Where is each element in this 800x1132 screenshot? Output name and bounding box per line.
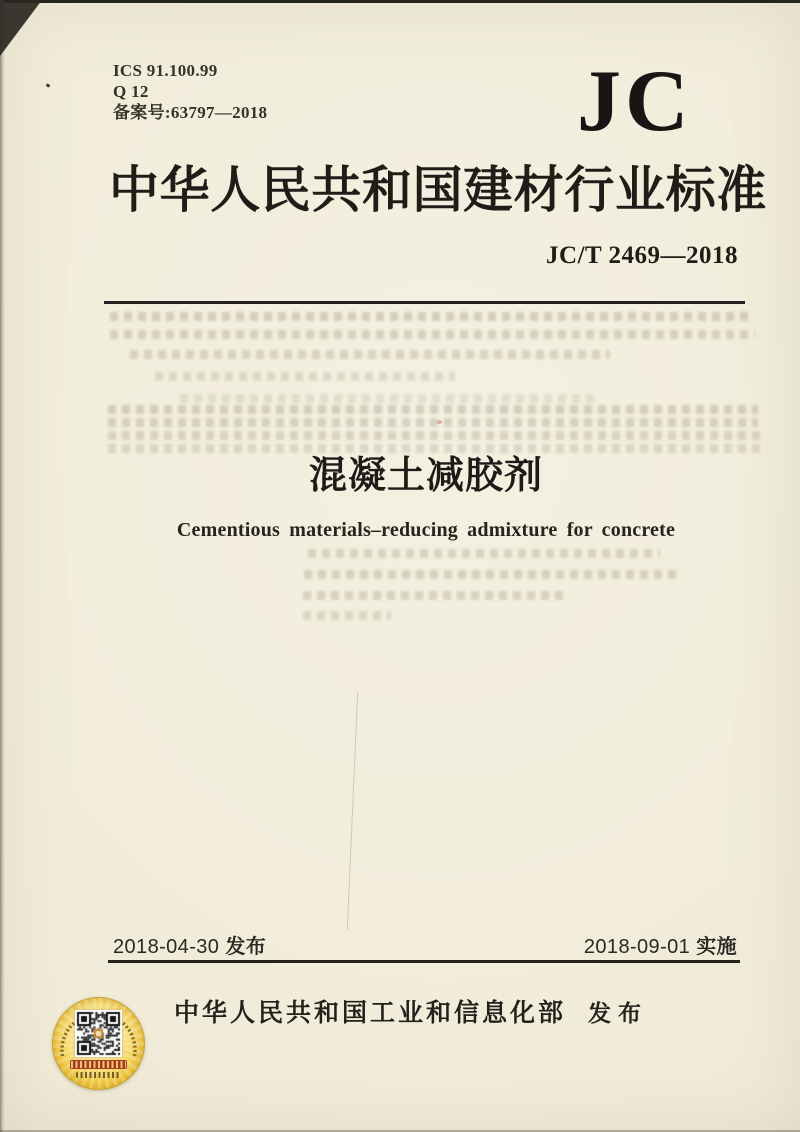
ink-speck (46, 83, 51, 88)
ics-code: ICS 91.100.99 (113, 61, 218, 80)
dates-row (113, 930, 737, 959)
divider-bottom (108, 960, 740, 963)
page-corner-shadow (0, 0, 42, 56)
issue-date-line (113, 930, 266, 959)
implement-label: 实施 (696, 936, 737, 958)
scan-edge-left (0, 0, 5, 1132)
publisher-name: 中华人民共和国工业和信息化部 (173, 1000, 566, 1027)
standard-code: JC/T 2469—2018 (546, 242, 738, 269)
bleed-through-line (180, 394, 600, 403)
issue-label: 发布 (225, 936, 267, 958)
bleed-through-line (155, 372, 455, 381)
bleed-through-line (304, 570, 676, 579)
classification-code: Q 12 (113, 82, 149, 101)
issue-date: 2018-04-30 (113, 936, 220, 958)
record-number: 备案号:63797—2018 (113, 103, 268, 122)
publisher-label: 发布 (588, 1000, 648, 1026)
bleed-through-line (308, 549, 660, 558)
divider-top (104, 301, 745, 304)
bleed-through-line (108, 431, 763, 440)
bleed-through-line (110, 312, 750, 321)
anti-counterfeit-sticker (52, 997, 145, 1090)
standard-category-title: 中华人民共和国建材行业标准 (109, 162, 767, 218)
jc-logo: JC (577, 53, 693, 150)
sticker-text-band (70, 1060, 127, 1069)
bleed-through-line (108, 418, 758, 427)
sticker-text-band-small (76, 1072, 121, 1078)
scan-scratch (347, 692, 358, 930)
bleed-through-line (110, 330, 755, 339)
pink-speck (437, 420, 442, 424)
meta-block (113, 60, 267, 123)
document-title-cn: 混凝土减胶剂 (308, 455, 543, 497)
document-title-en: Cementious materials–reducing admixture for concrete (176, 519, 676, 541)
implement-date-line (584, 930, 737, 959)
bleed-through-line (303, 591, 569, 600)
bleed-through-line (303, 611, 391, 620)
scan-edge-top (0, 0, 800, 3)
implement-date: 2018-09-01 (583, 936, 691, 958)
bleed-through-line (130, 350, 610, 359)
bleed-through-line (108, 405, 758, 414)
qr-code-canvas (75, 1010, 122, 1057)
